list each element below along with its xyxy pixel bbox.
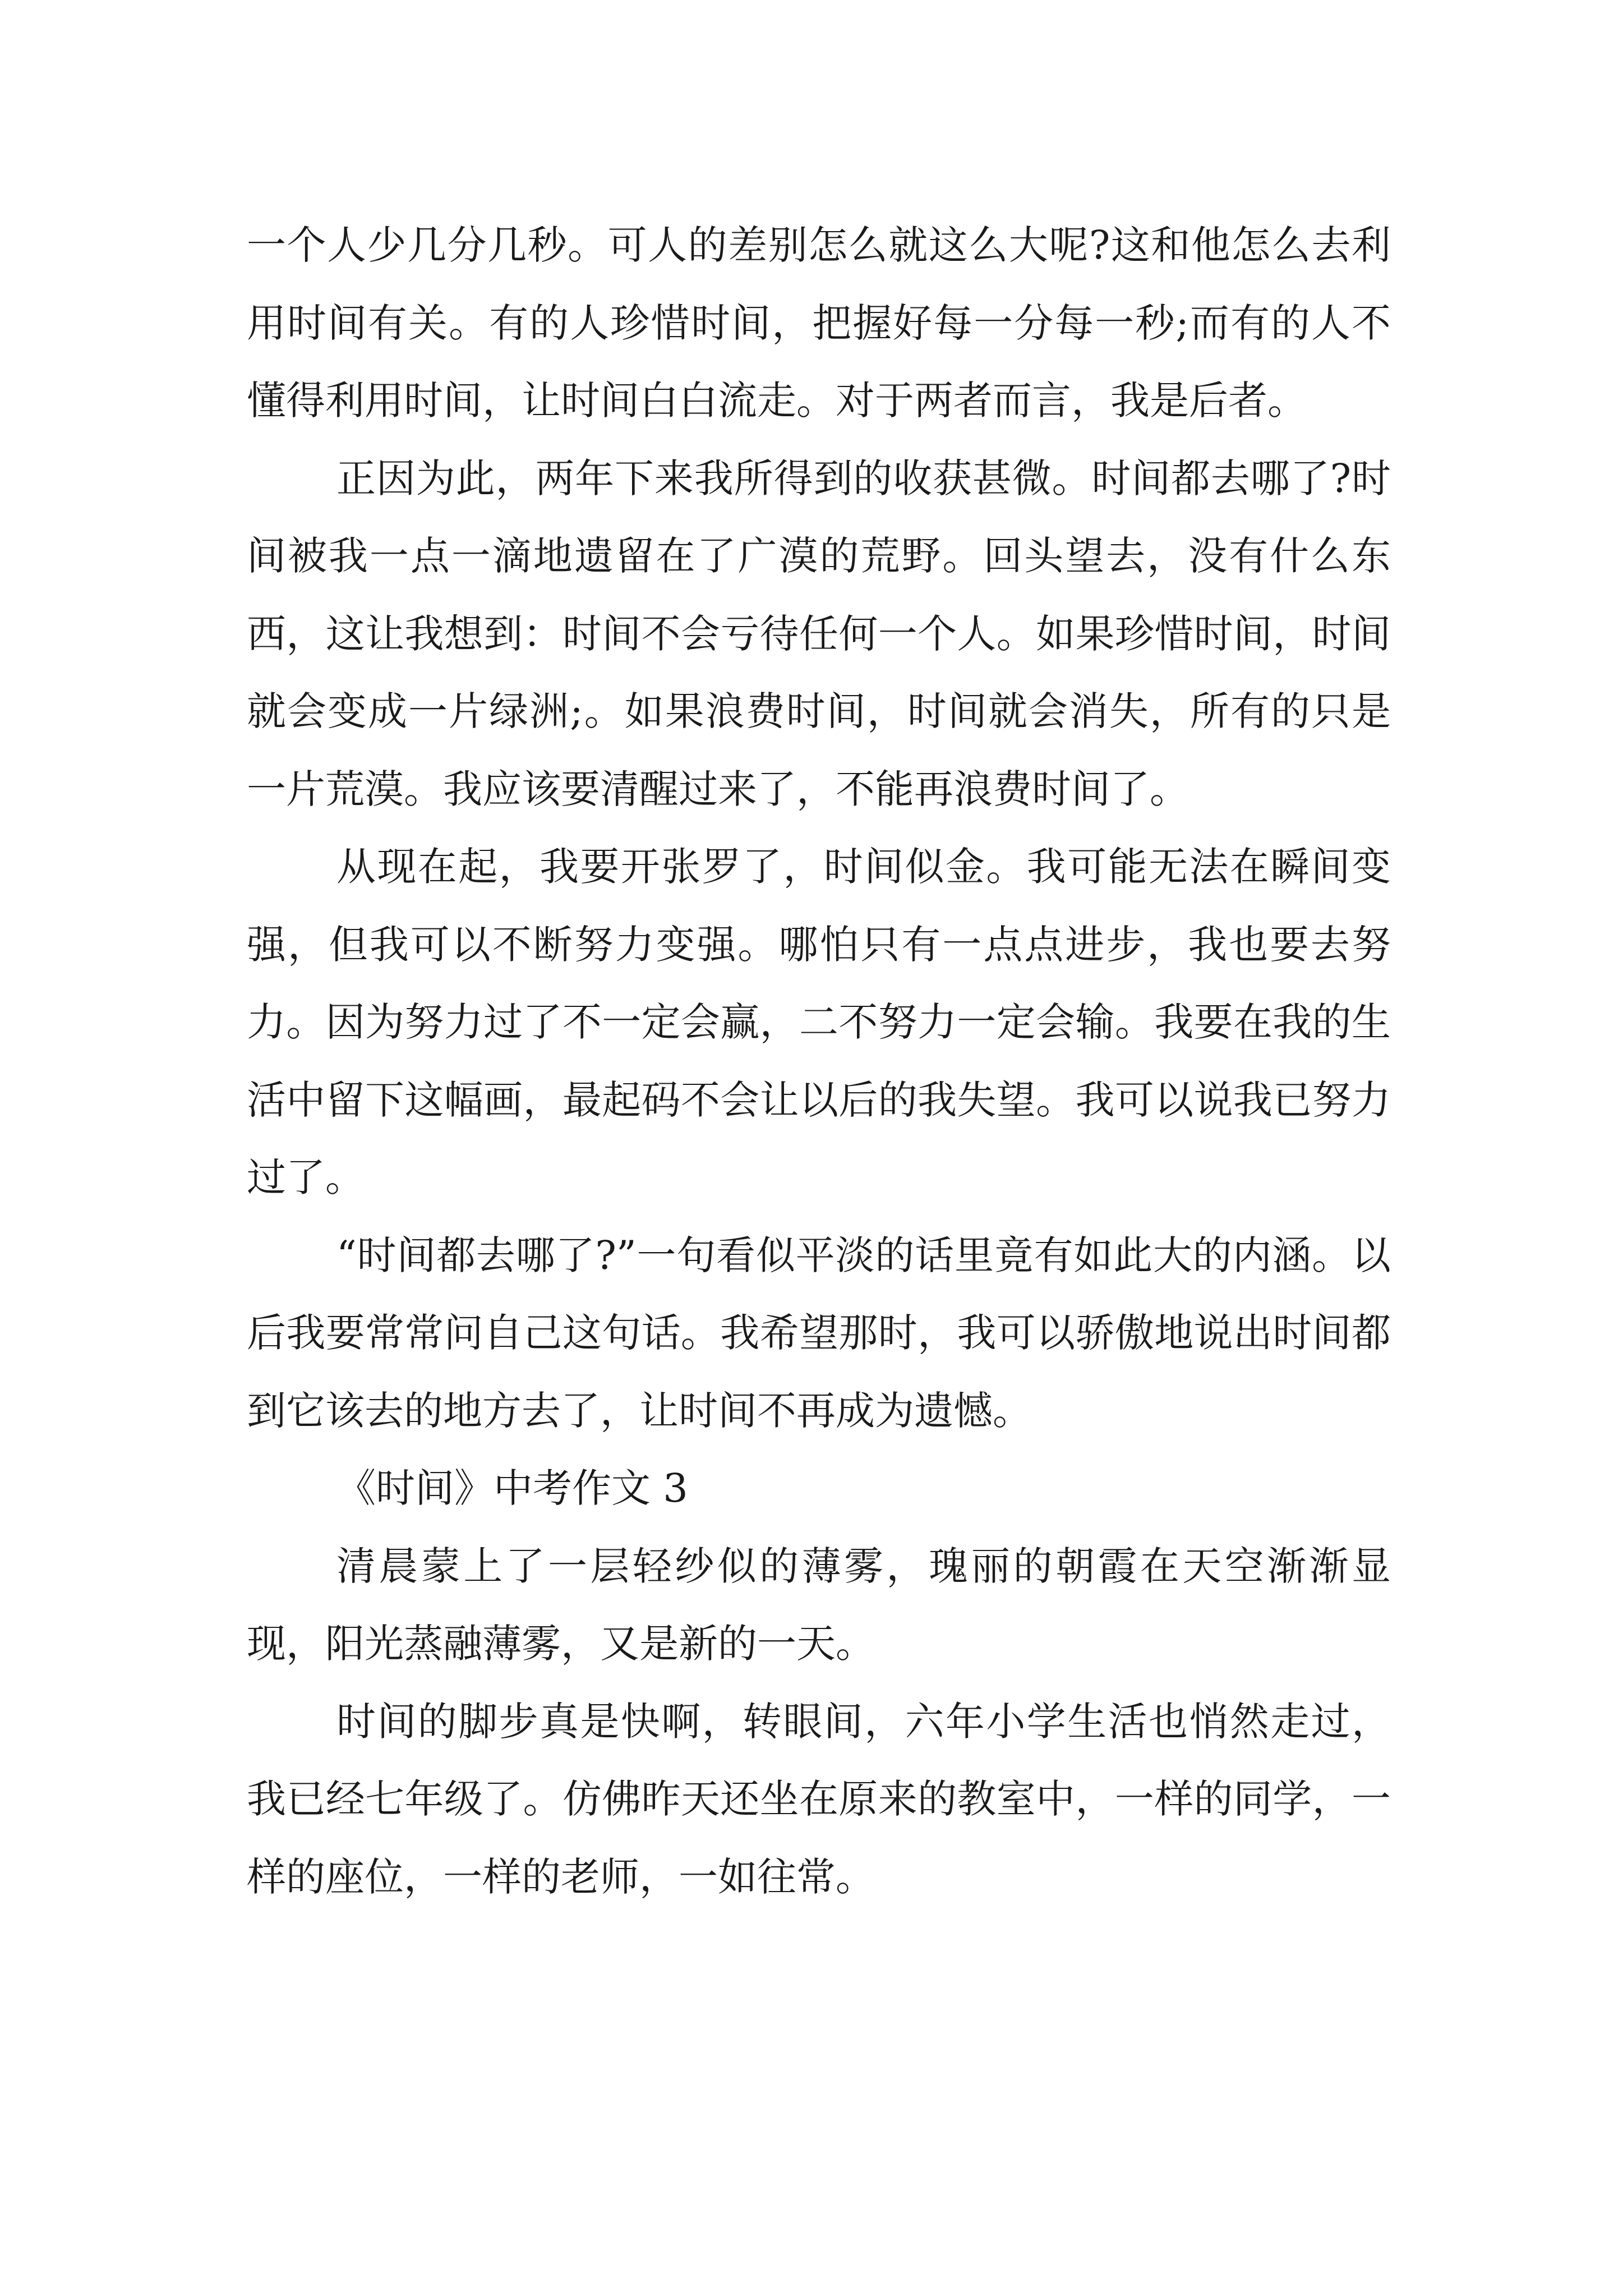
paragraph: 时间的脚步真是快啊，转眼间，六年小学生活也悄然走过，我已经七年级了。仿佛昨天还坐在原来的教室中，一样的同学，一样的座位，一样的老师，一如往常。 — [247, 1698, 1391, 1900]
paragraph: 正因为此，两年下来我所得到的收获甚微。时间都去哪了?时间被我一点一滴地遗留在了广漠的荒野。回头望去，没有什么东西，这让我想到：时间不会亏待任何一个人。如果珍惜时间，时间就会变成一片绿洲;。如果浪费时间，时间就会消失，所有的只是一片荒漠。我应该要清醒过来了，不能再浪费时间了。 — [247, 455, 1391, 812]
paragraph: 清晨蒙上了一层轻纱似的薄雾，瑰丽的朝霞在天空渐渐显现，阳光蒸融薄雾，又是新的一天。 — [247, 1543, 1391, 1667]
paragraph-continuation: 一个人少几分几秒。可人的差别怎么就这么大呢?这和他怎么去利用时间有关。有的人珍惜时间，把握好每一分每一秒;而有的人不懂得利用时间，让时间白白流走。对于两者而言，我是后者。 — [247, 222, 1391, 424]
paragraph: 从现在起，我要开张罗了，时间似金。我可能无法在瞬间变强，但我可以不断努力变强。哪怕只有一点点进步，我也要去努力。因为努力过了不一定会赢，二不努力一定会输。我要在我的生活中留下这幅画，最起码不会让以后的我失望。我可以说我已努力过了。 — [247, 844, 1391, 1200]
document-body — [247, 206, 1391, 1916]
paragraph: “时间都去哪了?”一句看似平淡的话里竟有如此大的内涵。以后我要常常问自己这句话。我希望那时，我可以骄傲地说出时间都到它该去的地方去了，让时间不再成为遗憾。 — [247, 1232, 1391, 1434]
section-heading: 《时间》中考作文 3 — [336, 1465, 688, 1511]
